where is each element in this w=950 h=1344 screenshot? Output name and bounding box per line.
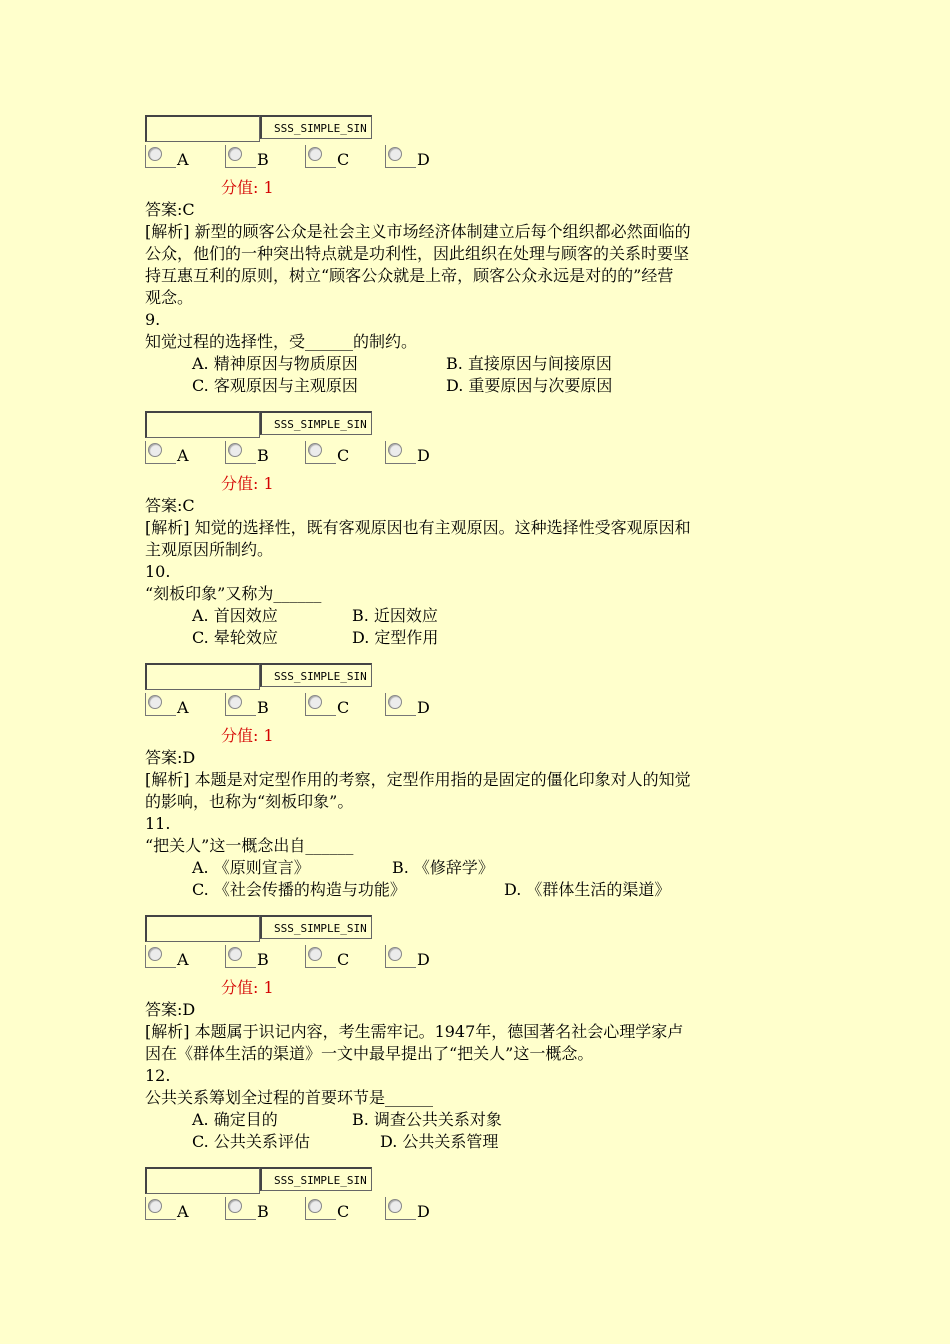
answer-widget — [145, 115, 815, 177]
analysis-text: [解析] 新型的顾客公众是社会主义市场经济体制建立后每个组织都必然面临的 — [145, 222, 691, 241]
option-label: B — [257, 446, 269, 465]
analysis-text: [解析] 本题是对定型作用的考察，定型作用指的是固定的僵化印象对人的知觉 — [145, 770, 691, 789]
question-number: 12. — [145, 1066, 171, 1085]
option-label: A — [177, 446, 189, 465]
question-number: 11. — [145, 814, 171, 833]
radio-cell — [385, 1197, 416, 1220]
radio-cell — [145, 145, 176, 168]
choice-text: D. 公共关系管理 — [380, 1132, 499, 1151]
radio-cell — [305, 945, 336, 968]
radio-button-icon[interactable] — [308, 443, 322, 457]
radio-cell — [385, 441, 416, 464]
answer-widget — [145, 915, 815, 977]
choice-row — [145, 353, 815, 375]
answer-widget — [145, 663, 815, 725]
option-label: C — [337, 1202, 350, 1221]
answer-key: 答案:C — [145, 496, 195, 515]
choice-row — [145, 1109, 815, 1131]
score-value: 分值: 1 — [221, 978, 274, 997]
question-block — [145, 115, 815, 397]
analysis-text: [解析] 本题属于识记内容，考生需牢记。1947年，德国著名社会心理学家卢 — [145, 1022, 684, 1041]
choice-text: C. 《社会传播的构造与功能》 — [192, 880, 406, 899]
question-stem: 公共关系筹划全过程的首要环节是______ — [145, 1088, 434, 1107]
option-label: A — [177, 950, 189, 969]
radio-button-icon[interactable] — [388, 1199, 402, 1213]
option-label: B — [257, 1202, 269, 1221]
option-label: A — [177, 698, 189, 717]
choice-text: A. 《原则宣言》 — [192, 858, 310, 877]
score-value: 分值: 1 — [221, 178, 274, 197]
radio-button-icon[interactable] — [228, 947, 242, 961]
analysis-text: 的影响，也称为“刻板印象”。 — [145, 792, 354, 811]
radio-button-icon[interactable] — [148, 947, 162, 961]
radio-cell — [225, 693, 256, 716]
question-type-code: SSS_SIMPLE_SIN — [260, 663, 372, 687]
question-stem: “刻板印象”又称为______ — [145, 584, 322, 603]
option-label: D — [417, 1202, 430, 1221]
radio-cell — [305, 145, 336, 168]
answer-widget — [145, 411, 815, 473]
radio-cell — [145, 693, 176, 716]
choice-row — [145, 879, 815, 901]
radio-cell — [385, 693, 416, 716]
choice-text: A. 首因效应 — [192, 606, 278, 625]
analysis-text: 持互惠互利的原则，树立“顾客公众就是上帝，顾客公众永远是对的的”经营 — [145, 266, 674, 285]
choice-text: C. 客观原因与主观原因 — [192, 376, 358, 395]
choice-text: B. 直接原因与间接原因 — [446, 354, 612, 373]
radio-cell — [145, 945, 176, 968]
option-label: C — [337, 446, 350, 465]
option-label: A — [177, 150, 189, 169]
score-value: 分值: 1 — [221, 474, 274, 493]
radio-button-icon[interactable] — [388, 443, 402, 457]
radio-cell — [225, 145, 256, 168]
question-type-code: SSS_SIMPLE_SIN — [260, 115, 372, 139]
answer-input[interactable] — [145, 1167, 260, 1194]
option-label: D — [417, 446, 430, 465]
radio-button-icon[interactable] — [308, 695, 322, 709]
question-type-code: SSS_SIMPLE_SIN — [260, 1167, 372, 1191]
answer-key: 答案:C — [145, 200, 195, 219]
answer-input[interactable] — [145, 411, 260, 438]
radio-cell — [305, 1197, 336, 1220]
radio-cell — [385, 145, 416, 168]
question-block — [145, 663, 815, 901]
score-value: 分值: 1 — [221, 726, 274, 745]
radio-button-icon[interactable] — [308, 947, 322, 961]
choice-row — [145, 627, 815, 649]
option-label: C — [337, 698, 350, 717]
option-label: C — [337, 950, 350, 969]
radio-cell — [225, 1197, 256, 1220]
question-stem: “把关人”这一概念出自______ — [145, 836, 354, 855]
analysis-text: 公众，他们的一种突出特点就是功利性，因此组织在处理与顾客的关系时要坚 — [145, 244, 690, 263]
answer-input[interactable] — [145, 663, 260, 690]
radio-button-icon[interactable] — [148, 443, 162, 457]
option-label: B — [257, 150, 269, 169]
radio-cell — [305, 441, 336, 464]
radio-cell — [225, 945, 256, 968]
choice-text: B. 调查公共关系对象 — [352, 1110, 502, 1129]
choice-row — [145, 1131, 815, 1153]
answer-widget — [145, 1167, 815, 1229]
radio-cell — [145, 441, 176, 464]
radio-button-icon[interactable] — [228, 147, 242, 161]
analysis-text: 主观原因所制约。 — [145, 540, 274, 559]
radio-button-icon[interactable] — [228, 443, 242, 457]
radio-cell — [145, 1197, 176, 1220]
choice-row — [145, 857, 815, 879]
option-label: B — [257, 950, 269, 969]
choice-text: C. 晕轮效应 — [192, 628, 278, 647]
question-stem: 知觉过程的选择性，受______的制约。 — [145, 332, 418, 351]
question-type-code: SSS_SIMPLE_SIN — [260, 915, 372, 939]
option-label: B — [257, 698, 269, 717]
option-label: A — [177, 1202, 189, 1221]
radio-button-icon[interactable] — [308, 147, 322, 161]
answer-input[interactable] — [145, 915, 260, 942]
question-block — [145, 411, 815, 649]
radio-button-icon[interactable] — [228, 1199, 242, 1213]
option-label: D — [417, 950, 430, 969]
radio-button-icon[interactable] — [228, 695, 242, 709]
answer-input[interactable] — [145, 115, 260, 142]
choice-text: B. 近因效应 — [352, 606, 438, 625]
radio-button-icon[interactable] — [388, 695, 402, 709]
question-type-code: SSS_SIMPLE_SIN — [260, 411, 372, 435]
option-label: D — [417, 698, 430, 717]
option-label: C — [337, 150, 350, 169]
choice-text: A. 精神原因与物质原因 — [192, 354, 358, 373]
option-label: D — [417, 150, 430, 169]
analysis-text: 因在《群体生活的渠道》一文中最早提出了“把关人”这一概念。 — [145, 1044, 594, 1063]
question-block — [145, 1167, 815, 1229]
choice-text: D. 定型作用 — [352, 628, 439, 647]
radio-cell — [305, 693, 336, 716]
radio-cell — [225, 441, 256, 464]
choice-row — [145, 375, 815, 397]
question-number: 9. — [145, 310, 161, 329]
answer-key: 答案:D — [145, 748, 196, 767]
radio-button-icon[interactable] — [148, 695, 162, 709]
analysis-text: [解析] 知觉的选择性，既有客观原因也有主观原因。这种选择性受客观原因和 — [145, 518, 691, 537]
radio-button-icon[interactable] — [148, 1199, 162, 1213]
question-number: 10. — [145, 562, 171, 581]
radio-button-icon[interactable] — [148, 147, 162, 161]
analysis-text: 观念。 — [145, 288, 194, 307]
radio-button-icon[interactable] — [388, 947, 402, 961]
choice-text: D. 《群体生活的渠道》 — [504, 880, 671, 899]
choice-text: D. 重要原因与次要原因 — [446, 376, 613, 395]
radio-button-icon[interactable] — [308, 1199, 322, 1213]
choice-text: B. 《修辞学》 — [392, 858, 494, 877]
choice-text: A. 确定目的 — [192, 1110, 278, 1129]
radio-cell — [385, 945, 416, 968]
choice-row — [145, 605, 815, 627]
radio-button-icon[interactable] — [388, 147, 402, 161]
question-block — [145, 915, 815, 1153]
choice-text: C. 公共关系评估 — [192, 1132, 310, 1151]
answer-key: 答案:D — [145, 1000, 196, 1019]
